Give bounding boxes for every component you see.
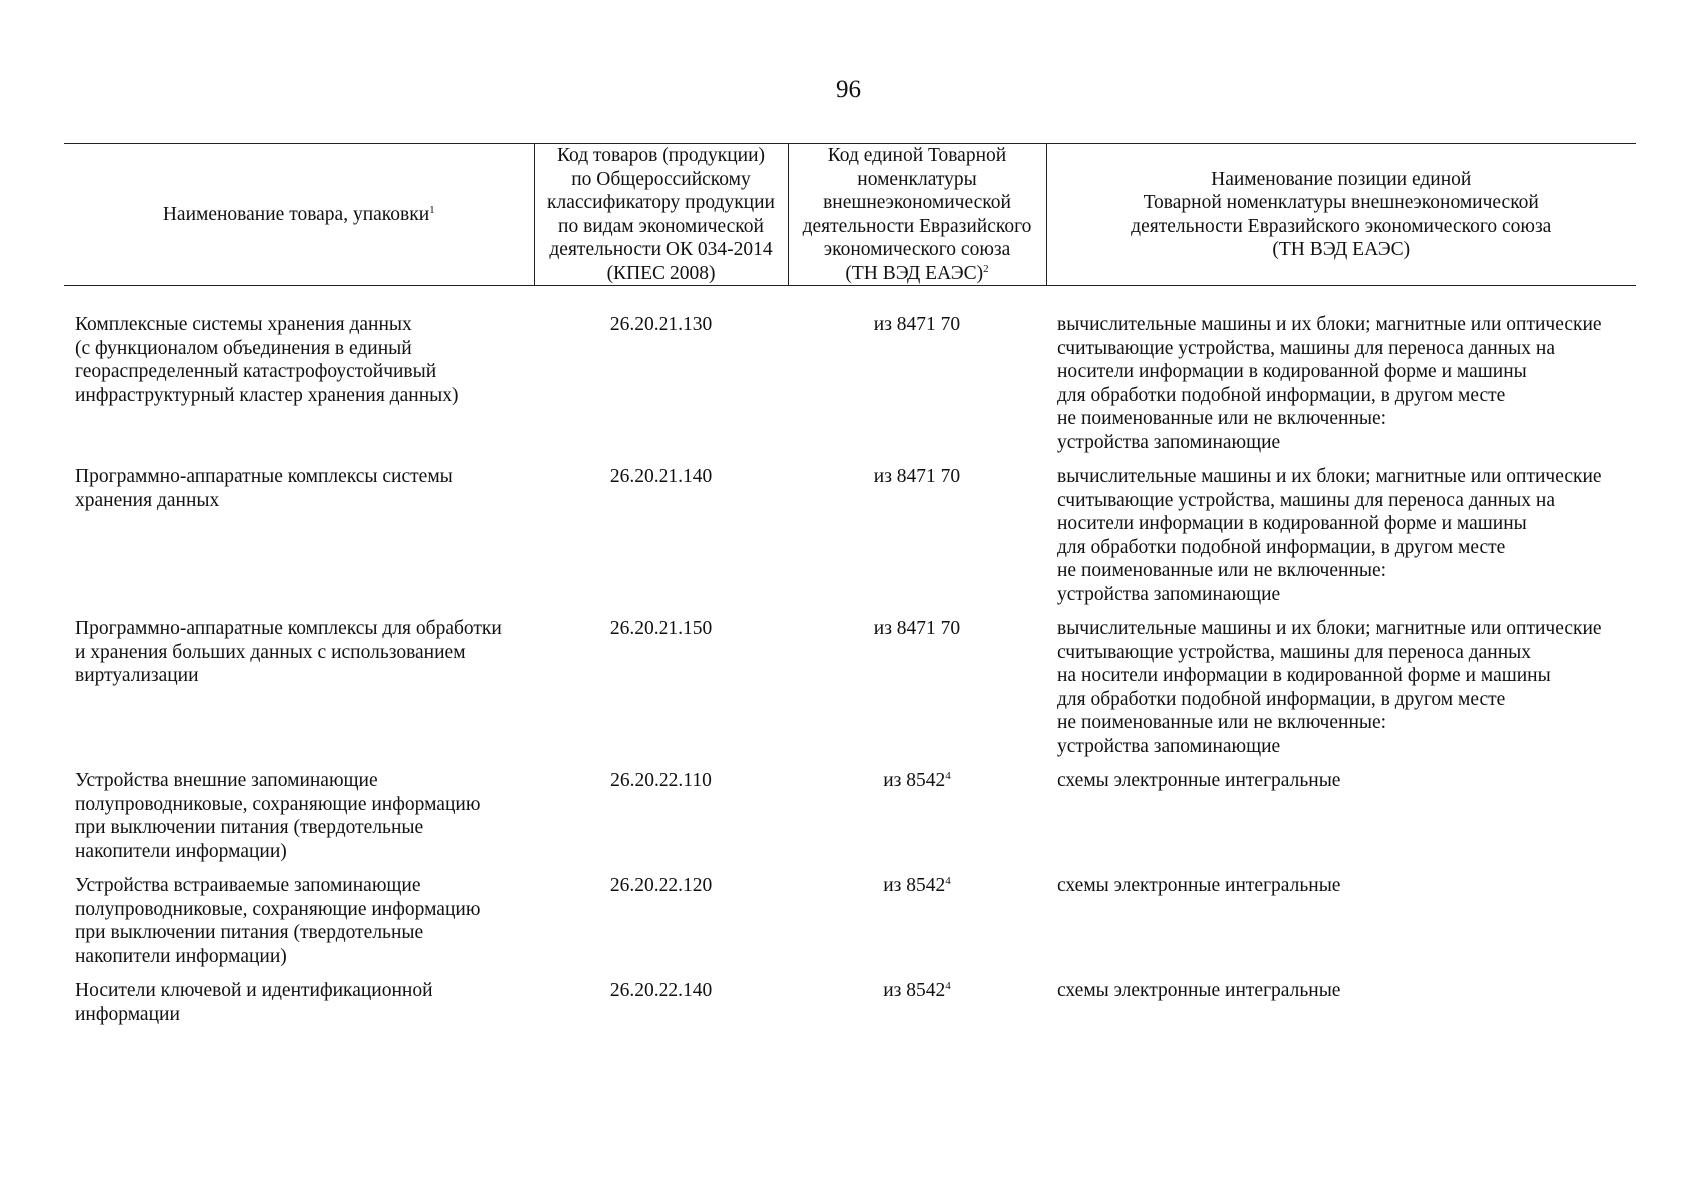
tnved-name-cell: вычислительные машины и их блоки; магнитные или оптические считывающие устройства, машины для переноса данных на носители информации в кодированной форме и машины для обработки подобной информации, в другом месте не поименованные или не включенные: устройства запоминающие	[1057, 618, 1602, 757]
table-row	[64, 758, 1636, 863]
tnved-code-text: из 8471 70	[873, 314, 961, 335]
header-product-name	[64, 144, 534, 286]
okpd-code-cell: 26.20.22.120	[609, 875, 713, 896]
footnote-ref: 4	[945, 980, 951, 992]
tnved-code-text: из 8471 70	[873, 618, 961, 639]
tnved-code-cell	[788, 863, 1046, 968]
table-row	[64, 286, 1636, 455]
table-body	[64, 286, 1636, 1030]
table-header	[64, 144, 1636, 286]
header-row	[64, 144, 1636, 286]
okpd-code-cell: 26.20.22.140	[609, 980, 713, 1001]
header-tnved-code-text: Код единой Товарной номенклатуры внешнеэкономической деятельности Евразийского экономического союза (ТН ВЭД ЕАЭС)	[802, 145, 1032, 284]
table-row	[64, 454, 1636, 606]
table-row	[64, 606, 1636, 758]
tnved-name-cell: вычислительные машины и их блоки; магнитные или оптические считывающие устройства, машины для переноса данных на носители информации в кодированной форме и машины для обработки подобной информации, в другом месте не поименованные или не включенные: устройства запоминающие	[1057, 314, 1602, 453]
tnved-name-cell: схемы электронные интегральные	[1057, 770, 1341, 791]
table-row	[64, 863, 1636, 968]
tnved-code-text: из 8542	[883, 875, 946, 896]
tnved-code-cell	[788, 758, 1046, 863]
tnved-code-cell	[788, 606, 1046, 758]
product-name-cell: Программно-аппаратные комплексы для обработки и хранения больших данных с использованием виртуализации	[75, 618, 502, 686]
tnved-code-text: из 8471 70	[873, 466, 961, 487]
product-name-cell: Носители ключевой и идентификационной информации	[75, 980, 433, 1025]
header-product-name-text: Наименование товара, упаковки	[162, 203, 430, 225]
footnote-ref: 4	[945, 875, 951, 887]
tnved-code-text: из 8542	[883, 770, 946, 791]
footnote-ref-2: 2	[983, 262, 989, 275]
product-name-cell: Устройства встраиваемые запоминающие полупроводниковые, сохраняющие информацию при выключении питания (твердотельные накопители информации)	[75, 875, 481, 967]
okpd-code-cell: 26.20.21.150	[609, 618, 713, 639]
header-tnved-name	[1046, 144, 1636, 286]
table-row	[64, 968, 1636, 1029]
tnved-code-cell	[788, 454, 1046, 606]
footnote-ref-1: 1	[429, 203, 435, 216]
okpd-code-cell: 26.20.22.110	[610, 770, 712, 791]
header-okpd-code	[534, 144, 788, 286]
goods-table	[64, 143, 1636, 1029]
header-okpd-code-text: Код товаров (продукции) по Общероссийскому классификатору продукции по видам экономической деятельности ОК 034-2014 (КПЕС 2008)	[547, 145, 775, 284]
tnved-code-text: из 8542	[883, 980, 946, 1001]
product-name-cell: Программно-аппаратные комплексы системы хранения данных	[75, 466, 453, 511]
okpd-code-cell: 26.20.21.130	[609, 314, 713, 335]
product-name-cell: Комплексные системы хранения данных (с функционалом объединения в единый геораспределенный катастрофоустойчивый инфраструктурный кластер хранения данных)	[75, 314, 459, 406]
tnved-name-cell: вычислительные машины и их блоки; магнитные или оптические считывающие устройства, машины для переноса данных на носители информации в кодированной форме и машины для обработки подобной информации, в другом месте не поименованные или не включенные: устройства запоминающие	[1057, 466, 1602, 605]
header-tnved-name-text: Наименование позиции единой Товарной номенклатуры внешнеэкономической деятельности Евразийского экономического союза (ТН ВЭД ЕАЭС)	[1131, 168, 1552, 260]
footnote-ref: 4	[945, 770, 951, 782]
page-number: 96	[836, 76, 861, 103]
header-tnved-code	[788, 144, 1046, 286]
tnved-code-cell	[788, 968, 1046, 1029]
okpd-code-cell: 26.20.21.140	[609, 466, 713, 487]
tnved-name-cell: схемы электронные интегральные	[1057, 980, 1341, 1001]
tnved-name-cell: схемы электронные интегральные	[1057, 875, 1341, 896]
tnved-code-cell	[788, 286, 1046, 455]
product-name-cell: Устройства внешние запоминающие полупроводниковые, сохраняющие информацию при выключении питания (твердотельные накопители информации)	[75, 770, 481, 862]
